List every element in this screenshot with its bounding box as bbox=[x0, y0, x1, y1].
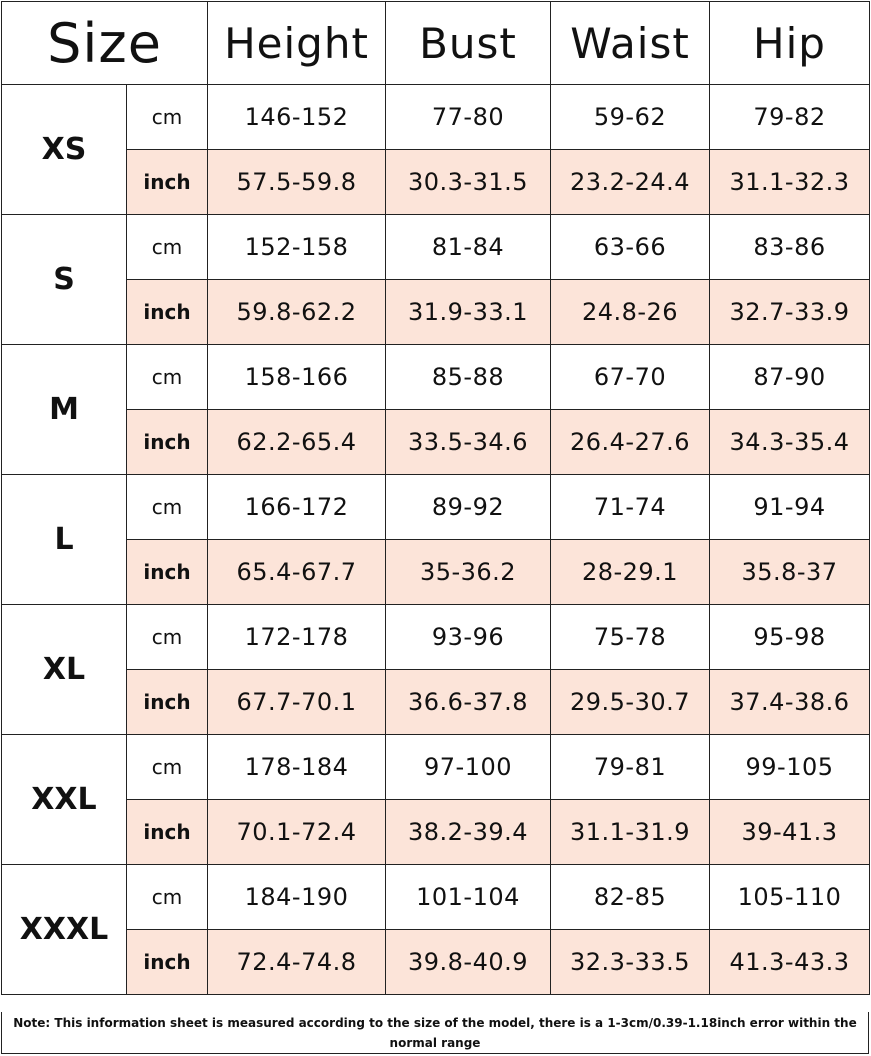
xxl-hip-inch: 39-41.3 bbox=[710, 800, 870, 865]
m-hip-cm: 87-90 bbox=[710, 345, 870, 410]
xxl-height-inch: 70.1-72.4 bbox=[208, 800, 386, 865]
xl-waist-cm: 75-78 bbox=[551, 605, 710, 670]
m-height-inch: 62.2-65.4 bbox=[208, 410, 386, 475]
xl-bust-cm: 93-96 bbox=[386, 605, 551, 670]
xxl-waist-inch: 31.1-31.9 bbox=[551, 800, 710, 865]
s-hip-cm: 83-86 bbox=[710, 215, 870, 280]
xxxl-bust-cm: 101-104 bbox=[386, 865, 551, 930]
m-hip-inch: 34.3-35.4 bbox=[710, 410, 870, 475]
header-bust: Bust bbox=[386, 2, 551, 85]
row-xl-cm bbox=[2, 605, 870, 670]
size-label-m: M bbox=[2, 345, 127, 475]
row-xxxl-cm bbox=[2, 865, 870, 930]
row-xxxl-inch bbox=[2, 930, 870, 995]
xl-hip-inch: 37.4-38.6 bbox=[710, 670, 870, 735]
xxl-hip-cm: 99-105 bbox=[710, 735, 870, 800]
m-waist-cm: 67-70 bbox=[551, 345, 710, 410]
xxxl-height-cm: 184-190 bbox=[208, 865, 386, 930]
row-s-cm bbox=[2, 215, 870, 280]
size-label-xl: XL bbox=[2, 605, 127, 735]
s-bust-cm: 81-84 bbox=[386, 215, 551, 280]
xl-waist-inch: 29.5-30.7 bbox=[551, 670, 710, 735]
size-table-body bbox=[2, 85, 870, 995]
l-bust-inch: 35-36.2 bbox=[386, 540, 551, 605]
xl-height-inch: 67.7-70.1 bbox=[208, 670, 386, 735]
row-m-inch bbox=[2, 410, 870, 475]
unit-cm: cm bbox=[127, 475, 208, 540]
row-m-cm bbox=[2, 345, 870, 410]
l-hip-cm: 91-94 bbox=[710, 475, 870, 540]
row-l-cm bbox=[2, 475, 870, 540]
xl-hip-cm: 95-98 bbox=[710, 605, 870, 670]
xl-bust-inch: 36.6-37.8 bbox=[386, 670, 551, 735]
header-height: Height bbox=[208, 2, 386, 85]
measurement-note: Note: This information sheet is measured according to the size of the model, there is a 1-3cm/0.39-1.18inch error within the normal range bbox=[1, 1012, 869, 1054]
s-height-cm: 152-158 bbox=[208, 215, 386, 280]
xxxl-waist-cm: 82-85 bbox=[551, 865, 710, 930]
unit-inch: inch bbox=[127, 150, 208, 215]
size-table bbox=[1, 1, 870, 995]
size-label-xxxl: XXXL bbox=[2, 865, 127, 995]
xxxl-hip-inch: 41.3-43.3 bbox=[710, 930, 870, 995]
xxxl-bust-inch: 39.8-40.9 bbox=[386, 930, 551, 995]
m-height-cm: 158-166 bbox=[208, 345, 386, 410]
s-waist-cm: 63-66 bbox=[551, 215, 710, 280]
row-s-inch bbox=[2, 280, 870, 345]
xxxl-waist-inch: 32.3-33.5 bbox=[551, 930, 710, 995]
row-xl-inch bbox=[2, 670, 870, 735]
xs-height-cm: 146-152 bbox=[208, 85, 386, 150]
m-waist-inch: 26.4-27.6 bbox=[551, 410, 710, 475]
s-height-inch: 59.8-62.2 bbox=[208, 280, 386, 345]
unit-cm: cm bbox=[127, 345, 208, 410]
header-size: Size bbox=[2, 2, 208, 85]
xs-waist-cm: 59-62 bbox=[551, 85, 710, 150]
unit-cm: cm bbox=[127, 85, 208, 150]
unit-cm: cm bbox=[127, 215, 208, 280]
unit-inch: inch bbox=[127, 540, 208, 605]
xxl-bust-inch: 38.2-39.4 bbox=[386, 800, 551, 865]
l-hip-inch: 35.8-37 bbox=[710, 540, 870, 605]
xxxl-hip-cm: 105-110 bbox=[710, 865, 870, 930]
l-waist-inch: 28-29.1 bbox=[551, 540, 710, 605]
unit-inch: inch bbox=[127, 410, 208, 475]
row-l-inch bbox=[2, 540, 870, 605]
unit-inch: inch bbox=[127, 280, 208, 345]
row-xxl-cm bbox=[2, 735, 870, 800]
m-bust-cm: 85-88 bbox=[386, 345, 551, 410]
xs-hip-cm: 79-82 bbox=[710, 85, 870, 150]
xs-hip-inch: 31.1-32.3 bbox=[710, 150, 870, 215]
xs-waist-inch: 23.2-24.4 bbox=[551, 150, 710, 215]
l-bust-cm: 89-92 bbox=[386, 475, 551, 540]
xs-bust-cm: 77-80 bbox=[386, 85, 551, 150]
header-hip: Hip bbox=[710, 2, 870, 85]
s-bust-inch: 31.9-33.1 bbox=[386, 280, 551, 345]
xxl-bust-cm: 97-100 bbox=[386, 735, 551, 800]
xs-height-inch: 57.5-59.8 bbox=[208, 150, 386, 215]
unit-inch: inch bbox=[127, 670, 208, 735]
xxxl-height-inch: 72.4-74.8 bbox=[208, 930, 386, 995]
unit-inch: inch bbox=[127, 930, 208, 995]
xs-bust-inch: 30.3-31.5 bbox=[386, 150, 551, 215]
l-waist-cm: 71-74 bbox=[551, 475, 710, 540]
l-height-inch: 65.4-67.7 bbox=[208, 540, 386, 605]
row-xs-inch bbox=[2, 150, 870, 215]
unit-cm: cm bbox=[127, 605, 208, 670]
s-hip-inch: 32.7-33.9 bbox=[710, 280, 870, 345]
s-waist-inch: 24.8-26 bbox=[551, 280, 710, 345]
header-row bbox=[2, 2, 870, 85]
unit-cm: cm bbox=[127, 735, 208, 800]
row-xs-cm bbox=[2, 85, 870, 150]
xxl-height-cm: 178-184 bbox=[208, 735, 386, 800]
header-waist: Waist bbox=[551, 2, 710, 85]
row-xxl-inch bbox=[2, 800, 870, 865]
m-bust-inch: 33.5-34.6 bbox=[386, 410, 551, 475]
size-label-s: S bbox=[2, 215, 127, 345]
size-label-l: L bbox=[2, 475, 127, 605]
xl-height-cm: 172-178 bbox=[208, 605, 386, 670]
size-label-xs: XS bbox=[2, 85, 127, 215]
unit-cm: cm bbox=[127, 865, 208, 930]
xxl-waist-cm: 79-81 bbox=[551, 735, 710, 800]
l-height-cm: 166-172 bbox=[208, 475, 386, 540]
unit-inch: inch bbox=[127, 800, 208, 865]
size-label-xxl: XXL bbox=[2, 735, 127, 865]
